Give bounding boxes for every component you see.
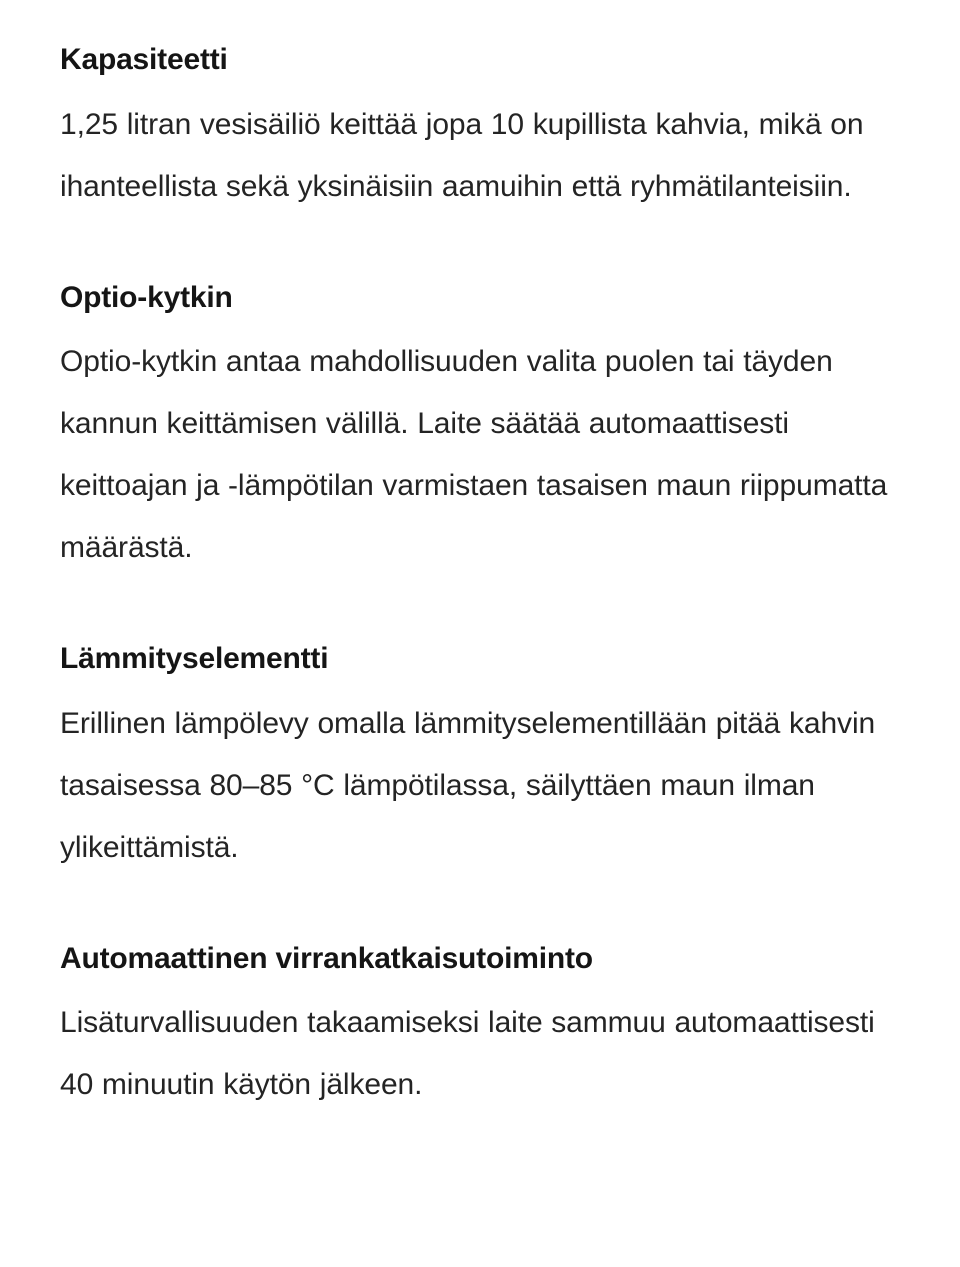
section-heading-automaattinen-virrankatkaisutoiminto: Automaattinen virrankatkaisutoiminto (60, 941, 593, 975)
section-body-kapasiteetti: 1,25 litran vesisäiliö keittää jopa 10 kupillista kahvia, mikä on ihanteellista sekä yksinäisiin aamuihin että ryhmätilanteisiin. (60, 107, 864, 203)
section-heading-optio-kytkin: Optio-kytkin (60, 280, 233, 314)
section-body-automaattinen-virrankatkaisutoiminto: Lisäturvallisuuden takaamiseksi laite sammuu automaattisesti 40 minuutin käytön jälkeen. (60, 1006, 875, 1101)
section-body-optio-kytkin: Optio-kytkin antaa mahdollisuuden valita puolen tai täyden kannun keittämisen välillä. Laite säätää automaattisesti keittoajan ja -lämpötilan varmistaen tasaisen maun riippumatta määrästä. (60, 345, 888, 564)
section-heading-kapasiteetti: Kapasiteetti (60, 43, 228, 76)
section-automaattinen-virrankatkaisutoiminto (60, 937, 892, 1117)
section-body-lammityselementti: Erillinen lämpölevy omalla lämmityselementillään pitää kahvin tasaisessa 80–85 °C lämpötilassa, säilyttäen maun ilman ylikeittämistä. (60, 706, 876, 864)
section-kapasiteetti (60, 38, 892, 218)
section-lammityselementti (60, 637, 892, 879)
section-heading-lammityselementti: Lämmityselementti (60, 642, 329, 675)
section-optio-kytkin (60, 276, 892, 580)
